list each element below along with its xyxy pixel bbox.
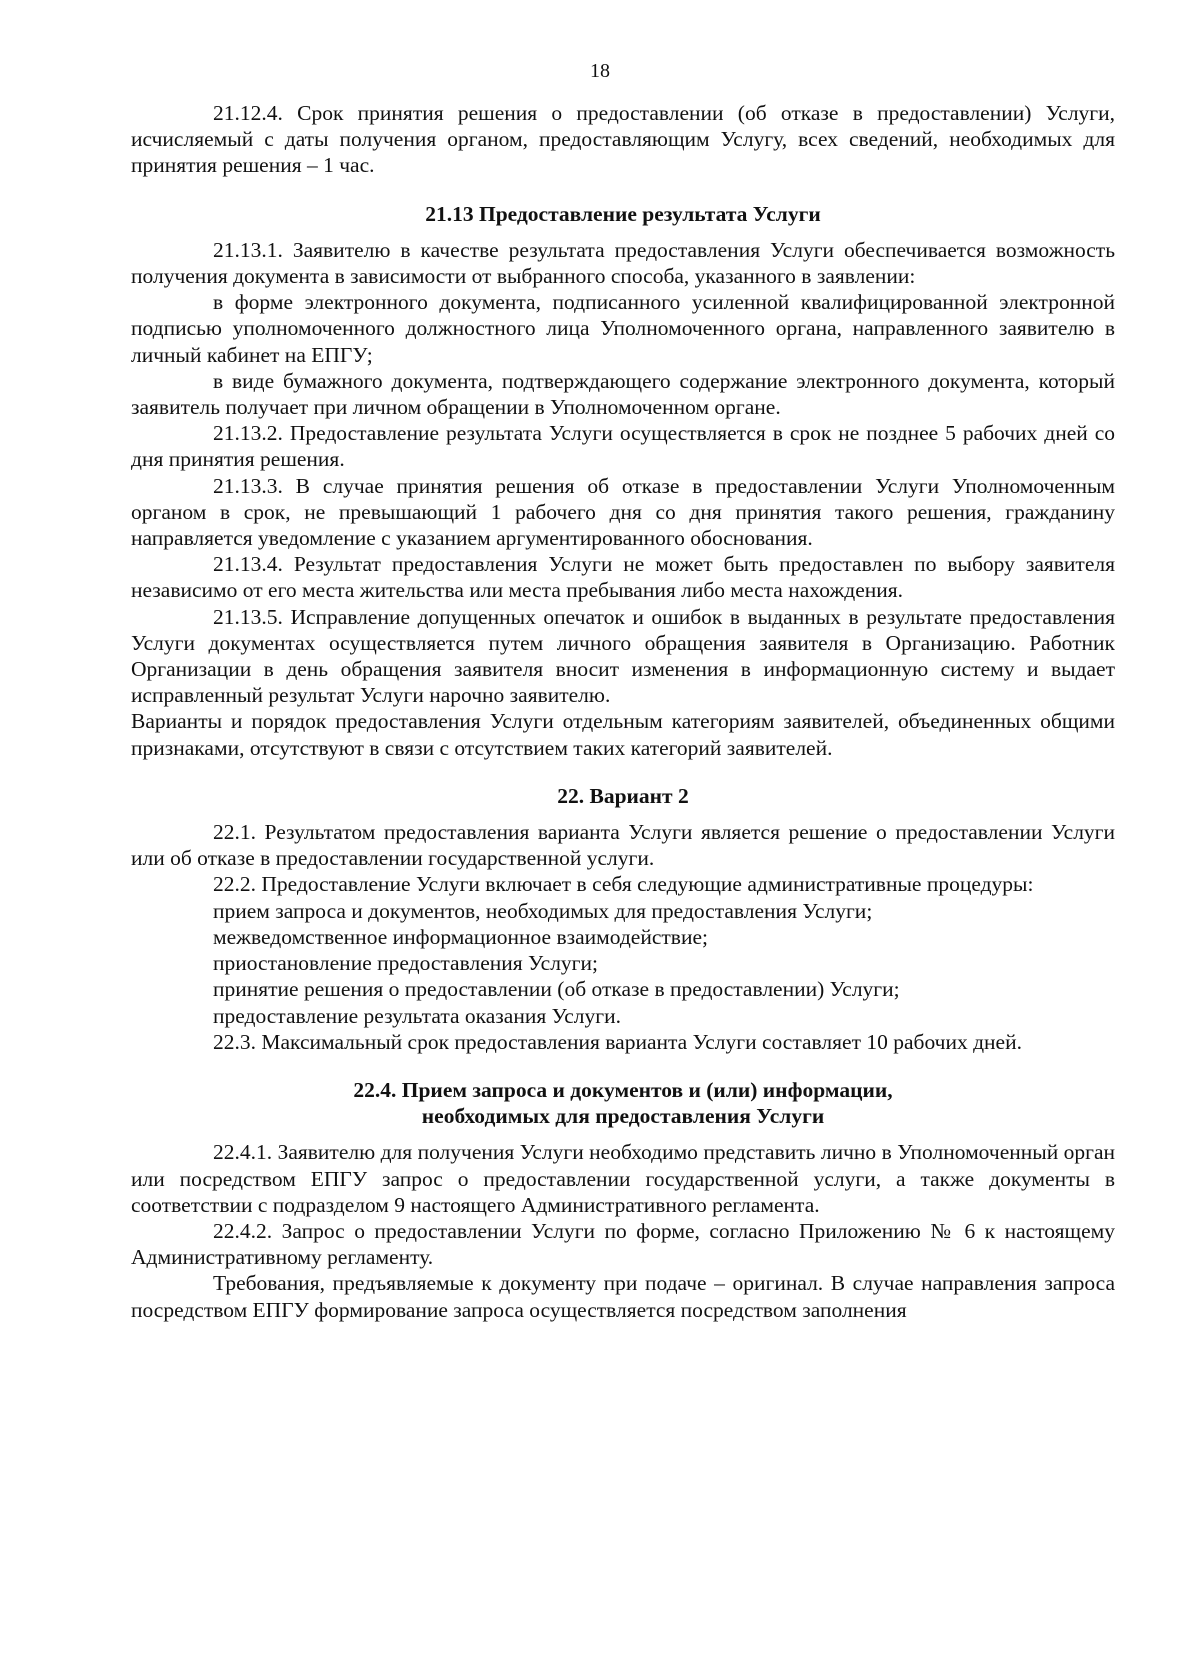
page-number: 18 xyxy=(590,60,610,82)
procedure-item: межведомственное информационное взаимодействие; xyxy=(213,924,708,949)
paragraph-22-1: 22.1. Результатом предоставления варианта Услуги является решение о предоставлении Услуги или об отказе в предоставлении государственной услуги. xyxy=(131,820,1115,871)
paragraph-22-4-2: 22.4.2. Запрос о предоставлении Услуги по форме, согласно Приложению № 6 к настоящему Административному регламенту. xyxy=(131,1218,1115,1270)
paragraph-21-13-1: 21.13.1. Заявителю в качестве результата предоставления Услуги обеспечивается возможность получения документа в зависимости от выбранного способа, указанного в заявлении: xyxy=(131,237,1115,289)
document-body xyxy=(131,100,1115,1323)
paragraph-21-13-1-b: в виде бумажного документа, подтверждающего содержание электронного документа, который заявитель получает при личном обращении в Уполномоченном органе. xyxy=(131,368,1115,420)
procedure-item: принятие решения о предоставлении (об отказе в предоставлении) Услуги; xyxy=(213,977,900,1002)
heading-22-4-line1: 22.4. Прием запроса и документов и (или) информации, xyxy=(353,1077,893,1102)
heading-22-4-line2: необходимых для предоставления Услуги xyxy=(421,1104,825,1129)
heading-21-13: 21.13 Предоставление результата Услуги xyxy=(425,201,821,226)
paragraph-21-13-2: 21.13.2. Предоставление результата Услуги осуществляется в срок не позднее 5 рабочих дней со дня принятия решения. xyxy=(131,421,1115,472)
paragraph-22-2: 22.2. Предоставление Услуги включает в себя следующие административные процедуры: xyxy=(213,872,1034,897)
paragraph-22-4-1: 22.4.1. Заявителю для получения Услуги необходимо представить лично в Уполномоченный орган или посредством ЕПГУ запрос о предоставлении государственной услуги, а также документы в соответствии с подразделом 9 настоящего Административного регламента. xyxy=(131,1140,1115,1217)
paragraph-22-3: 22.3. Максимальный срок предоставления варианта Услуги составляет 10 рабочих дней. xyxy=(213,1029,1022,1054)
procedure-item: приостановление предоставления Услуги; xyxy=(213,951,598,976)
paragraph-21-13-3: 21.13.3. В случае принятия решения об отказе в предоставлении Услуги Уполномоченным органом в срок, не превышающий 1 рабочего дня со дня принятия такого решения, гражданину направляется уведомление с указанием аргументированного обоснования. xyxy=(131,473,1115,551)
paragraph-21-13-1-a: в форме электронного документа, подписанного усиленной квалифицированной электронной подписью уполномоченного должностного лица Уполномоченного органа, направленного заявителю в личный кабинет на ЕПГУ; xyxy=(131,290,1115,367)
paragraph-22-4-2-b: Требования, предъявляемые к документу при подаче – оригинал. В случае направления запроса посредством ЕПГУ формирование запроса осуществляется посредством заполнения xyxy=(131,1271,1115,1322)
procedure-item: предоставление результата оказания Услуги. xyxy=(213,1003,621,1028)
paragraph-21-12-4: 21.12.4. Срок принятия решения о предоставлении (об отказе в предоставлении) Услуги, исчисляемый с даты получения органом, предоставляющим Услугу, всех сведений, необходимых для принятия решения – 1 час. xyxy=(131,101,1115,178)
paragraph-21-13-5: 21.13.5. Исправление допущенных опечаток и ошибок в выданных в результате предоставления Услуги документах осуществляется путем личного обращения заявителя в Организацию. Работник Организации в день обращения заявителя вносит изменения в информационную систему и выдает исправленный результат Услуги нарочно заявителю. xyxy=(131,604,1115,708)
procedure-item: прием запроса и документов, необходимых для предоставления Услуги; xyxy=(213,898,873,923)
heading-22: 22. Вариант 2 xyxy=(557,783,689,808)
paragraph-21-13-5-b: Варианты и порядок предоставления Услуги отдельным категориям заявителей, объединенных общими признаками, отсутствуют в связи с отсутствием таких категорий заявителей. xyxy=(131,709,1115,760)
paragraph-21-13-4: 21.13.4. Результат предоставления Услуги не может быть предоставлен по выбору заявителя независимо от его места жительства или места пребывания либо места нахождения. xyxy=(131,552,1115,603)
